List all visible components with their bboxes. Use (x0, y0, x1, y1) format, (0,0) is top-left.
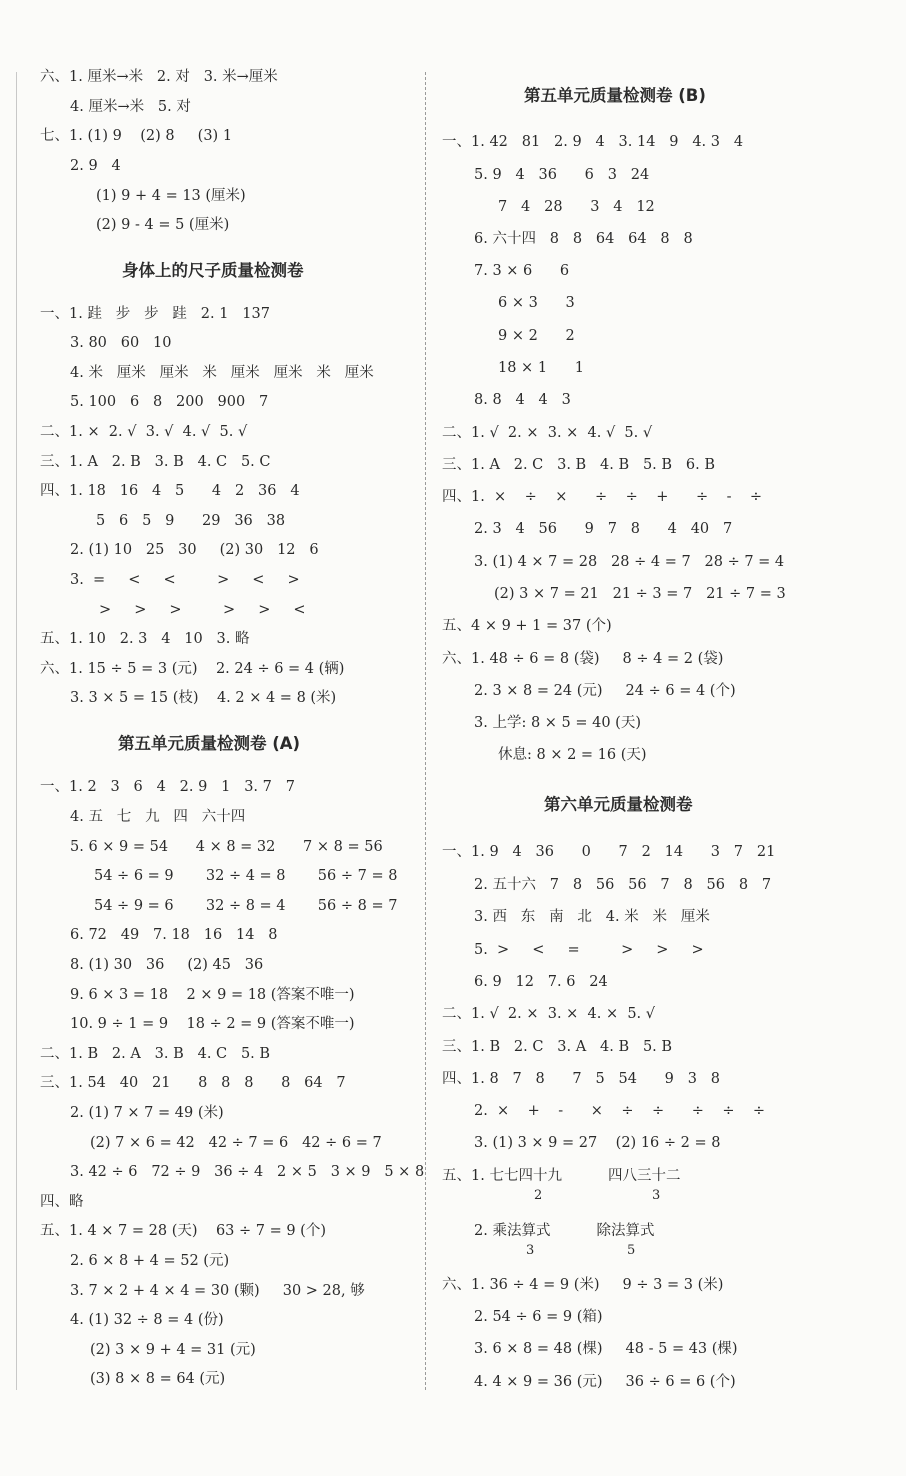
answer-line: 五、1. 4 × 7 = 28 (天) 63 ÷ 7 = 9 (个) (40, 1223, 326, 1239)
answer-line: 10. 9 ÷ 1 = 9 18 ÷ 2 = 9 (答案不唯一) (70, 1016, 355, 1032)
answer-line: 四、1. 8 7 8 7 5 54 9 3 8 (442, 1071, 720, 1087)
page-edge-line (16, 72, 17, 1390)
section-title: 第五单元质量检测卷 (B) (524, 86, 706, 105)
section-title: 第六单元质量检测卷 (544, 795, 693, 814)
answer-line: 六、1. 15 ÷ 5 = 3 (元) 2. 24 ÷ 6 = 4 (辆) (40, 661, 345, 677)
answer-line: 2. 3 4 56 9 7 8 4 40 7 (474, 521, 733, 537)
answer-line: 3. = < < > < > (70, 572, 300, 588)
answer-line: 54 ÷ 6 = 9 32 ÷ 4 = 8 56 ÷ 7 = 8 (94, 868, 398, 884)
answer-line: 6 × 3 3 (498, 295, 575, 311)
answer-line: 二、1. √ 2. × 3. × 4. × 5. √ (442, 1006, 656, 1022)
answer-line: 休息: 8 × 2 = 16 (天) (498, 747, 647, 763)
answer-line: 4. 米 厘米 厘米 米 厘米 厘米 米 厘米 (70, 365, 374, 381)
answer-line: 七、1. (1) 9 (2) 8 (3) 1 (40, 128, 233, 144)
answer-line: 六、1. 厘米→米 2. 对 3. 米→厘米 (40, 69, 278, 85)
answer-line: 2. 6 × 8 + 4 = 52 (元) (70, 1253, 230, 1269)
answer-line: 7. 3 × 6 6 (474, 263, 570, 279)
answer-line: 五、1. 七七四十九 四八三十二 (442, 1168, 681, 1184)
answer-line: 3. 42 ÷ 6 72 ÷ 9 36 ÷ 4 2 × 5 3 × 9 5 × 8 (70, 1164, 425, 1180)
answer-line: 3. (1) 4 × 7 = 28 28 ÷ 4 = 7 28 ÷ 7 = 4 (474, 554, 785, 570)
answer-line: 二、1. × 2. √ 3. √ 4. √ 5. √ (40, 424, 248, 440)
answer-line: 2. (1) 10 25 30 (2) 30 12 6 (70, 542, 319, 558)
answer-line: 2. 五十六 7 8 56 56 7 8 56 8 7 (474, 877, 772, 893)
answer-line: 8. 8 4 4 3 (474, 392, 571, 408)
answer-line: 3. 西 东 南 北 4. 米 米 厘米 (474, 909, 710, 925)
answer-line: 3. 7 × 2 + 4 × 4 = 30 (颗) 30 > 28, 够 (70, 1283, 365, 1299)
answer-line: 三、1. B 2. C 3. A 4. B 5. B (442, 1039, 673, 1055)
answer-line: 六、1. 48 ÷ 6 = 8 (袋) 8 ÷ 4 = 2 (袋) (442, 651, 724, 667)
answer-line: 9 × 2 2 (498, 328, 575, 344)
answer-line: (2) 7 × 6 = 42 42 ÷ 7 = 6 42 ÷ 6 = 7 (90, 1135, 382, 1151)
answer-line: (2) 9 - 4 = 5 (厘米) (96, 217, 230, 233)
answer-line: (2) 3 × 9 + 4 = 31 (元) (90, 1342, 256, 1358)
subscript-digit: 3 (526, 1243, 535, 1258)
answer-line: 5 6 5 9 29 36 38 (96, 513, 286, 529)
answer-line: 一、1. 42 81 2. 9 4 3. 14 9 4. 3 4 (442, 134, 744, 150)
answer-line: 6. 72 49 7. 18 16 14 8 (70, 927, 278, 943)
answer-line: 7 4 28 3 4 12 (498, 199, 655, 215)
answer-line: 一、1. 9 4 36 0 7 2 14 3 7 21 (442, 844, 776, 860)
answer-line: 5. > < = > > > (474, 942, 704, 958)
answer-line: 5. 9 4 36 6 3 24 (474, 167, 650, 183)
answer-line: 四、略 (40, 1194, 84, 1210)
answer-line: 54 ÷ 9 = 6 32 ÷ 8 = 4 56 ÷ 8 = 7 (94, 898, 398, 914)
subscript-digit: 5 (627, 1243, 636, 1258)
answer-line: 4. 厘米→米 5. 对 (70, 99, 191, 115)
answer-line: 六、1. 36 ÷ 4 = 9 (米) 9 ÷ 3 = 3 (米) (442, 1277, 724, 1293)
answer-line: (2) 3 × 7 = 21 21 ÷ 3 = 7 21 ÷ 7 = 3 (494, 586, 786, 602)
answer-line: 2. (1) 7 × 7 = 49 (米) (70, 1105, 224, 1121)
answer-line: > > > > > < (99, 602, 306, 618)
answer-line: 18 × 1 1 (498, 360, 584, 376)
answer-line: 5. 100 6 8 200 900 7 (70, 394, 269, 410)
answer-line: 6. 六十四 8 8 64 64 8 8 (474, 231, 693, 247)
answer-line: 4. (1) 32 ÷ 8 = 4 (份) (70, 1312, 224, 1328)
answer-line: 2. 乘法算式 除法算式 (474, 1223, 655, 1239)
answer-line: 3. 6 × 8 = 48 (棵) 48 - 5 = 43 (棵) (474, 1341, 738, 1357)
answer-line: 4. 五 七 九 四 六十四 (70, 809, 246, 825)
subscript-digit: 2 (534, 1188, 543, 1203)
answer-line: 二、1. √ 2. × 3. × 4. √ 5. √ (442, 425, 653, 441)
answer-line: 6. 9 12 7. 6 24 (474, 974, 608, 990)
answer-line: 一、1. 跬 步 步 跬 2. 1 137 (40, 306, 270, 322)
answer-line: 五、1. 10 2. 3 4 10 3. 略 (40, 631, 250, 647)
answer-line: (3) 8 × 8 = 64 (元) (90, 1371, 226, 1387)
answer-line: 四、1. × ÷ × ÷ ÷ + ÷ - ÷ (442, 489, 763, 505)
answer-line: 2. 54 ÷ 6 = 9 (箱) (474, 1309, 603, 1325)
answer-line: 四、1. 18 16 4 5 4 2 36 4 (40, 483, 300, 499)
answer-line: 5. 6 × 9 = 54 4 × 8 = 32 7 × 8 = 56 (70, 839, 383, 855)
answer-line: 3. (1) 3 × 9 = 27 (2) 16 ÷ 2 = 8 (474, 1135, 721, 1151)
answer-line: 8. (1) 30 36 (2) 45 36 (70, 957, 264, 973)
answer-line: 一、1. 2 3 6 4 2. 9 1 3. 7 7 (40, 779, 295, 795)
answer-line: 二、1. B 2. A 3. B 4. C 5. B (40, 1046, 271, 1062)
answer-line: 4. 4 × 9 = 36 (元) 36 ÷ 6 = 6 (个) (474, 1374, 736, 1390)
column-divider (425, 72, 426, 1390)
answer-line: 3. 3 × 5 = 15 (枝) 4. 2 × 4 = 8 (米) (70, 690, 337, 706)
answer-line: 3. 上学: 8 × 5 = 40 (天) (474, 715, 641, 731)
answer-line: (1) 9 + 4 = 13 (厘米) (96, 188, 246, 204)
answer-line: 五、4 × 9 + 1 = 37 (个) (442, 618, 612, 634)
section-title: 第五单元质量检测卷 (A) (118, 734, 301, 753)
answer-line: 9. 6 × 3 = 18 2 × 9 = 18 (答案不唯一) (70, 987, 355, 1003)
answer-line: 2. × + - × ÷ ÷ ÷ ÷ ÷ (474, 1103, 766, 1119)
subscript-digit: 3 (652, 1188, 661, 1203)
answer-line: 2. 9 4 (70, 158, 121, 174)
section-title: 身体上的尺子质量检测卷 (122, 261, 304, 280)
answer-line: 2. 3 × 8 = 24 (元) 24 ÷ 6 = 4 (个) (474, 683, 736, 699)
answer-line: 三、1. A 2. B 3. B 4. C 5. C (40, 454, 271, 470)
answer-line: 3. 80 60 10 (70, 335, 172, 351)
answer-line: 三、1. A 2. C 3. B 4. B 5. B 6. B (442, 457, 715, 473)
answer-line: 三、1. 54 40 21 8 8 8 8 64 7 (40, 1075, 346, 1091)
